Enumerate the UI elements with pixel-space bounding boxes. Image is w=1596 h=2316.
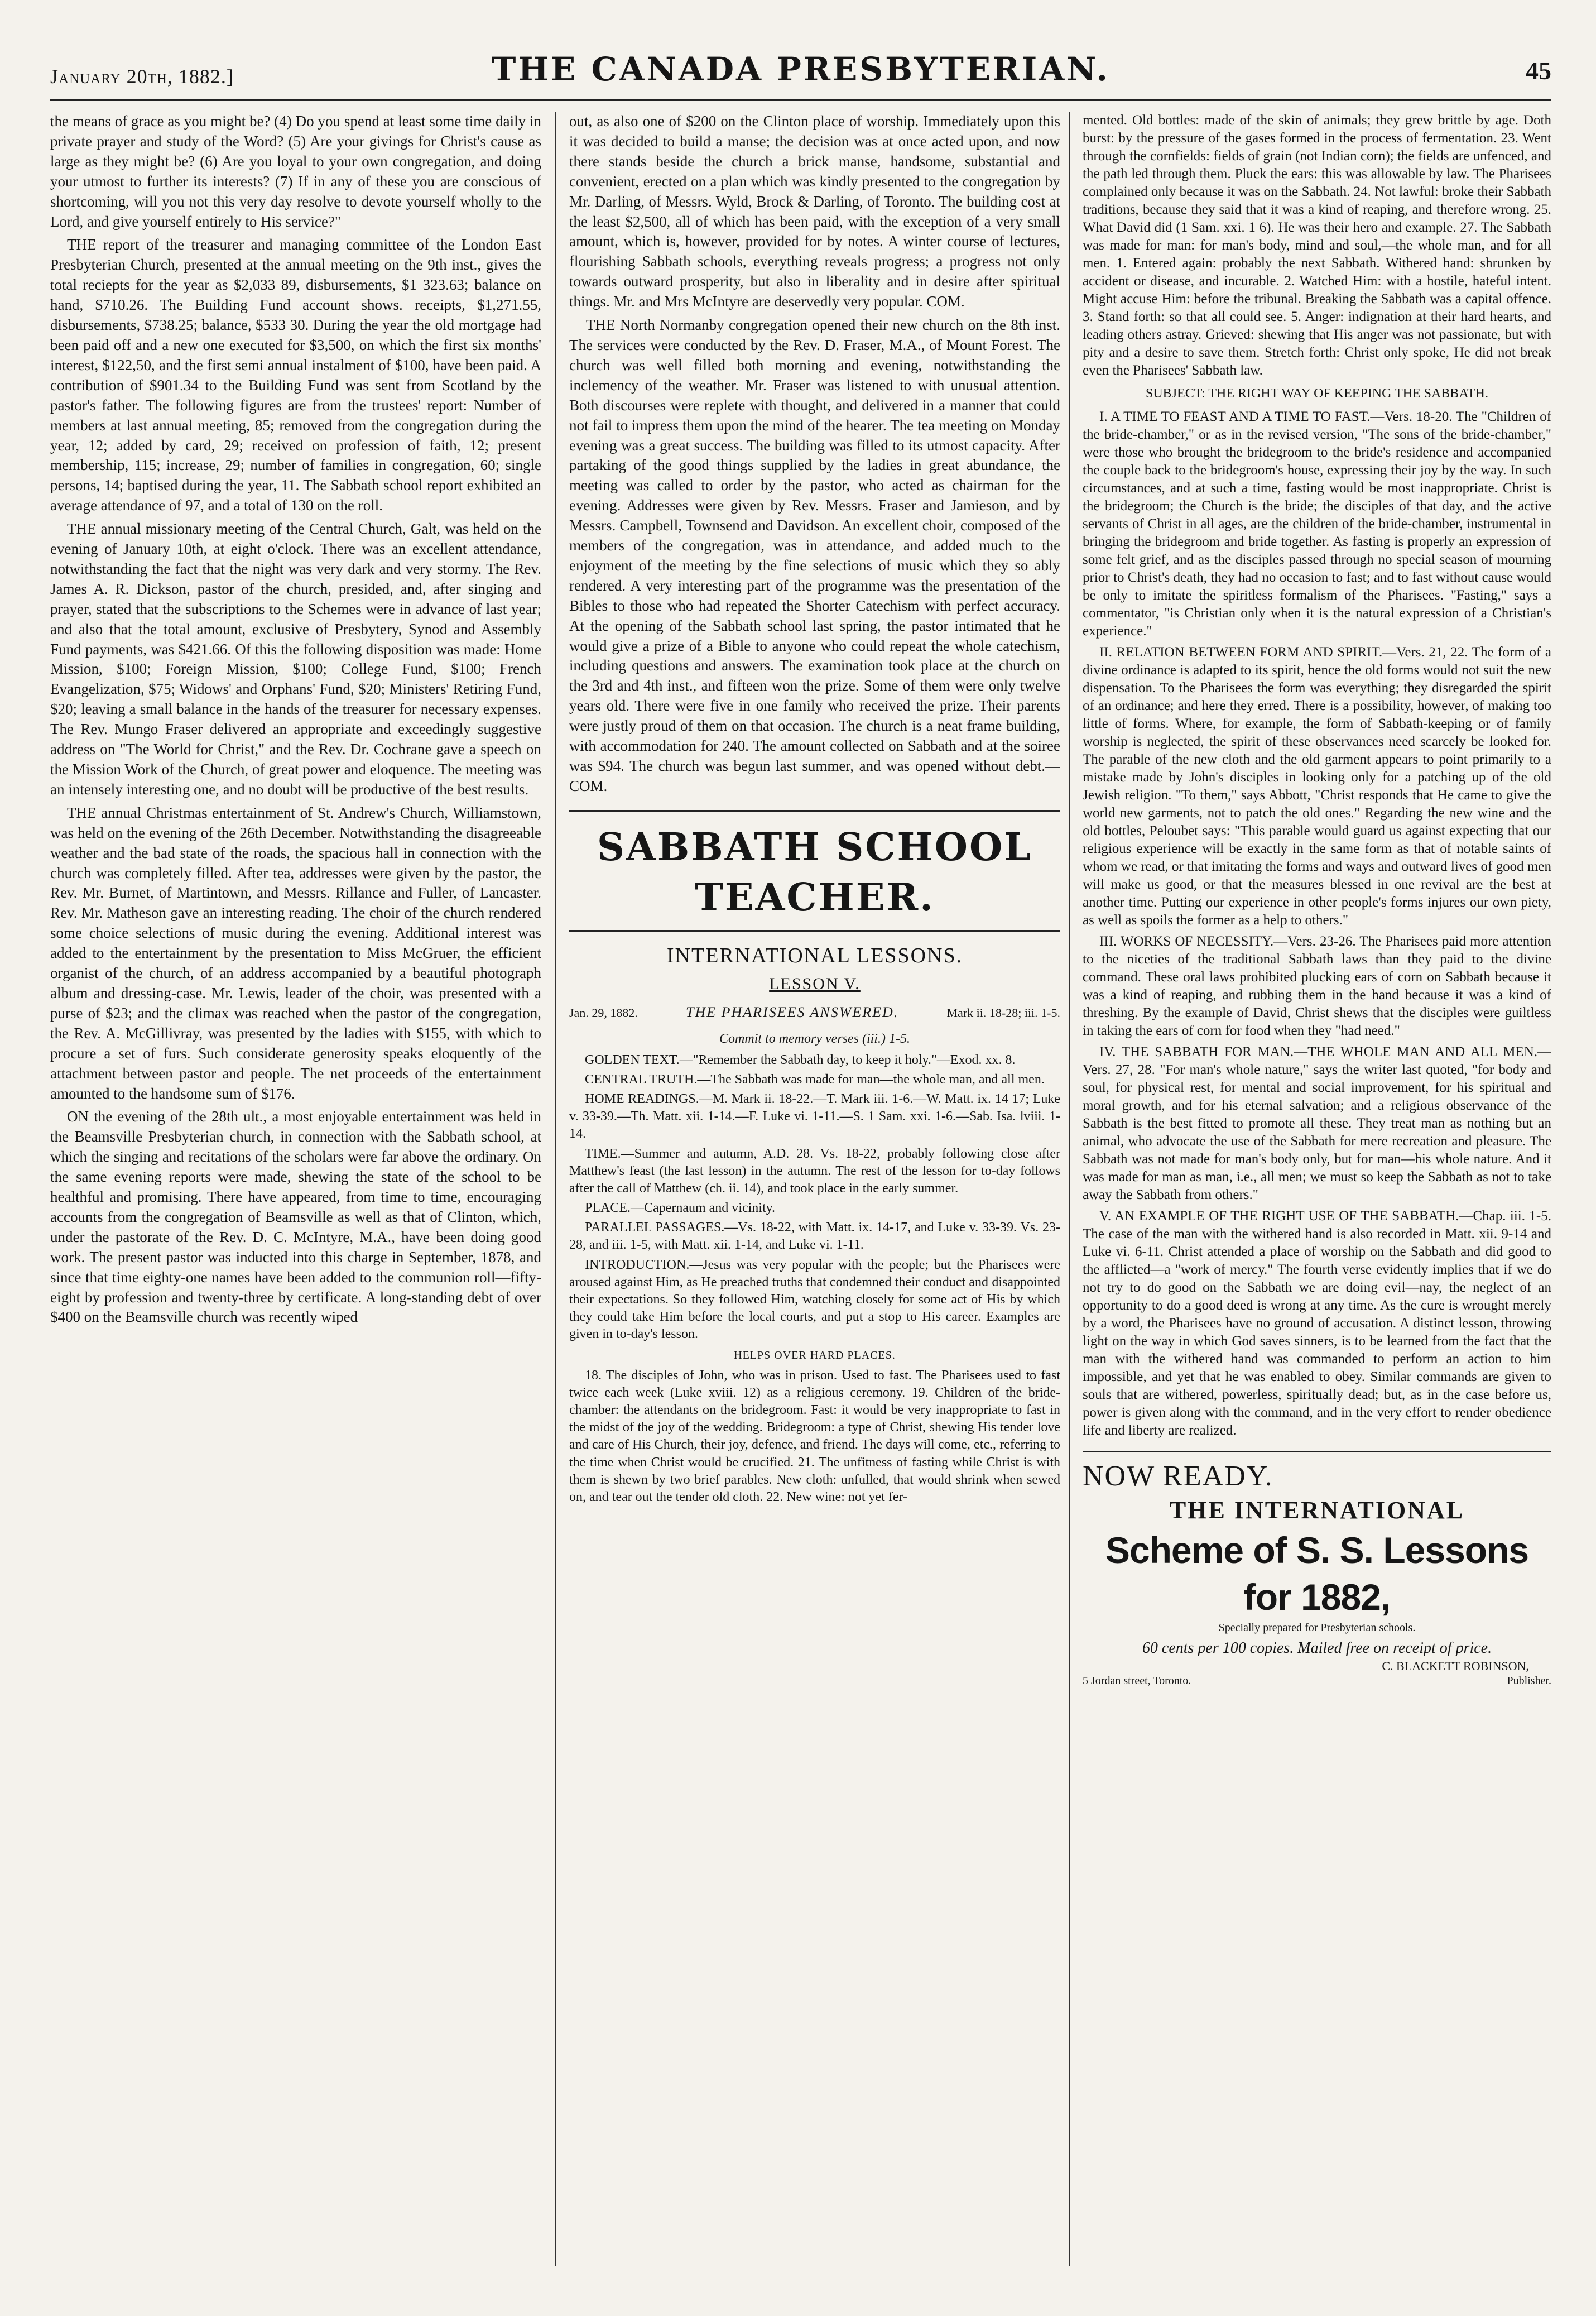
column-2 (569, 112, 1060, 2289)
article-paragraph: the means of grace as you might be? (4) Do you spend at least some time daily in private prayer and study of the Word? (5) Are your givings for Christ's cause as large as they might be? (6) Are you loyal to your own congregation, and doing your utmost to further its interests? (7) If in any of these you are conscious of shortcoming, will you not this very day resolve to devote yourself wholly to the Lord, and give yourself entirely to His service?" (50, 113, 541, 230)
ad-footer (1083, 1674, 1551, 1689)
home-readings: HOME READINGS.—M. Mark ii. 18-22.—T. Mark iii. 1-6.—W. Matt. ix. 14 17; Luke v. 33-39.—Th. Matt. xii. 1-14.—F. Luke vi. 1-11.—S. 1 Sam. xxi. 1-6.—Sab. Isa. lviii. 1-14. (569, 1091, 1060, 1142)
lesson-subject: SUBJECT: THE RIGHT WAY OF KEEPING THE SABBATH. (1146, 386, 1488, 401)
lessons-heading: INTERNATIONAL LESSONS. (666, 943, 963, 967)
point-2: II. RELATION BETWEEN FORM AND SPIRIT.—Vers. 21, 22. The form of a divine ordinance is adapted to its spirit, hence the old forms would not suit the new dispensation. To the Pharisees the form was everything; they disregarded the spirit of an ordinance; and here they erred. There is a possibility, however, of making too little of forms. Where, for example, the form of Sabbath-keeping or of family worship is neglected, the spirit of these observances need scarcely be looked for. The parable of the new cloth and the old garment appears to point primarily to a mistake made by John's disciples in looking only for a patching up of the old Jewish religion. "To them," says Abbott, "Christ responds that He came to give the world new garments, not to patch the old ones." Regarding the new wine and the old bottles, Peloubet says: "This parable would guard us against expecting that our religious experience will be exactly in the same form as that of notable saints of whom we read, or that imitating the forms and ways and outward lives of good men will make us good, or that the measures blessed in one revival are the best at another time. Putting our experience in other people's forms injures our own piety, as well as spoils the former as a help to others." (1083, 644, 1551, 928)
article-central-church-galt: THE annual missionary meeting of the Central Church, Galt, was held on the evening of January 10th, at eight o'clock. There was an excellent attendance, notwithstanding the fact that the night was very dark and very stormy. The Rev. James A. R. Dickson, pastor of the church, presided, and, after singing and prayer, stated that the subscriptions to the Schemes were in advance of last year; and also that the total amount, exclusive of Presbytery, Synod and Assembly Fund payments, was $421.66. Of this the following disposition was made: Home Mission, $100; Foreign Mission, $100; College Fund, $100; French Evangelization, $75; Widows' and Orphans' Fund, $20; Ministers' Retiring Fund, $20; leaving a small balance in the hands of the treasurer for necessary expenses. The Rev. Mungo Fraser delivered an appropriate and exceedingly suggestive address on "The World for Christ," and the Rev. Dr. Cochrane gave a speech on the Mission Work of the Church, of great power and eloquence. The meeting was an intensely interesting one, and no doubt will be productive of the best results. (50, 520, 541, 798)
page-number: 45 (1526, 56, 1551, 85)
ad-price: 60 cents per 100 copies. Mailed free on receipt of price. (1142, 1639, 1492, 1657)
lesson-scripture-ref: Mark ii. 18-28; iii. 1-5. (946, 1005, 1060, 1020)
column-divider (1069, 112, 1070, 2266)
ad-publisher-label: Publisher. (1507, 1675, 1551, 1687)
article-london-east: THE report of the treasurer and managing committee of the London East Presbyterian Church, presented at the annual meeting on the 9th inst., gives the total reciepts for the year as $2,033 89, disbursements, $1 323.63; balance on hand, $710.26. The Building Fund account shows. receipts, $1,271.55, disbursements, $738.25; balance, $533 30. During the year the old mortgage had been paid off and a new one executed for $3,500, on which the first six months' interest, $122,50, and the first semi annual instalment of $100, have been paid. A contribution of $901.34 to the Building Fund was sent from Scotland by the pastor's father. The following figures are from the trustees' report: Number of members at last annual meeting, 85; removed from the congregation during the year, 12; added by card, 29; received on profession of faith, 12; present membership, 115; increase, 29; number of families in congregation, 60; single persons, 14; baptised during the year, 11. The Sabbath school report exhibited an average attendance of 97, and a total of 130 on the roll. (50, 236, 541, 514)
header-rule (50, 99, 1551, 101)
helps-paragraph: 18. The disciples of John, who was in prison. Used to fast. The Pharisees used to fast twice each week (Luke xviii. 12) as a religious ceremony. 19. Children of the bride-chamber: the attendants on the bridegroom. Fast: it would be very inappropriate to fast in the midst of the joy of the wedding. Bridegroom: a type of Christ, shewing His tender love and care of His Church, their joy, defence, and friend. The days will come, etc., referring to the time when Christ would be crucified. 21. The unfitness of fasting while Christ is with them is shewn by two brief parables. New cloth: unfulled, that would shrink when sewed on, and tear out the tender old cloth. 22. New wine: not yet fer- (569, 1368, 1060, 1504)
ad-now-ready: NOW READY. (1083, 1460, 1273, 1492)
section-banner: SABBATH SCHOOL TEACHER. (569, 810, 1060, 932)
commit-to-memory: Commit to memory verses (iii.) 1-5. (719, 1031, 910, 1046)
article-north-normanby: THE North Normanby congregation opened their new church on the 8th inst. The services were conducted by the Rev. D. Fraser, M.A., of Mount Forest. The church was well filled both morning and evening, notwithstanding the inclemency of the weather. Mr. Fraser was listened to with unusual attention. Both discourses were replete with thought, and delivered in a manner that could not fail to impress them upon the mind of the hearer. The tea meeting on Monday evening was a great success. The building was filled to its utmost capacity. After partaking of the good things supplied by the ladies in great abundance, the meeting was called to order by the pastor, who acted as chairman for the evening. Addresses were given by Rev. Messrs. Fraser and Jamieson, and by Messrs. Campbell, Townsend and Davidson. An excellent choir, composed of the members of the congregation, was in attendance, and added much to the enjoyment of the meeting by the fine selections of music which they so ably rendered. A very interesting part of the programme was the presentation of the Bibles to those who had repeated the Shorter Catechism with perfect accuracy. At the opening of the Sabbath school last spring, the pastor intimated that he would give a prize of a Bible to anyone who could repeat the whole catechism, including questions and answers. The examination took place at the church on the 3rd and 4th inst., and fifteen won the prize. Some of them were only twelve years old. There were five in one family who received the prize. Their parents were justly proud of them on that occasion. The church is a neat frame building, with accommodation for 240. The amount collected on Sabbath and at the soiree was $94. The church was begun last summer, and was opened without debt.—COM. (569, 317, 1060, 794)
article-paragraph: out, as also one of $200 on the Clinton place of worship. Immediately upon this it was decided to build a manse; the decision was at once acted upon, and now there stands beside the church a brick manse, handsome, substantial and convenient, erected on a plan which was kindly presented to the congregation by Mr. Darling, of Messrs. Wyld, Brock & Darling, of Toronto. The building cost at the least $2,500, all of which has been paid, with the exception of a very small amount, which is, however, provided for by notes. A winter course of lectures, flourishing Sabbath schools, everything reveals progress; a progress not only towards outward prosperity, but also in liberality and in desire after spiritual things. Mr. and Mrs McIntyre are deservedly very popular. COM. (569, 113, 1060, 310)
masthead-title: THE CANADA PRESBYTERIAN. (492, 50, 1110, 88)
lesson-body (569, 1052, 1060, 1507)
golden-text: GOLDEN TEXT.—"Remember the Sabbath day, to keep it holy."—Exod. xx. 8. (585, 1052, 1016, 1067)
ad-publisher-name: C. BLACKETT ROBINSON, (1382, 1658, 1529, 1673)
point-4: IV. THE SABBATH FOR MAN.—THE WHOLE MAN AND ALL MEN.—Vers. 27, 28. "For man's whole nature," says the writer last quoted, "for body and soul, for physical rest, for mental and social improvement, for his spiritual and moral growth, and for his eternal salvation; and a religious observance of the Sabbath is the best fitted to promote all these. They treat man as nothing but an animal, who advocate the use of the Sabbath for mere recreation and pleasure. The Sabbath was not made for man's body only, but for man—his whole nature. And it was made for man as man, i.e., all men; we must so keep the Sabbath as not to take away the Sabbath from others." (1083, 1044, 1551, 1202)
introduction: INTRODUCTION.—Jesus was very popular with the people; but the Pharisees were aroused against Him, as He preached truths that condemned their conduct and disappointed their expectations. So they followed Him, watching closely for some act of His by which they could take Him before the local courts, and put a stop to His career. Examples are given in to-day's lesson. (569, 1257, 1060, 1342)
page-header (50, 50, 1551, 95)
ad-address: 5 Jordan street, Toronto. (1083, 1675, 1191, 1687)
advertisement (1083, 1451, 1551, 1689)
ad-subtitle: Specially prepared for Presbyterian schools. (1218, 1621, 1416, 1634)
helps-heading: HELPS OVER HARD PLACES. (734, 1349, 896, 1361)
article-williamstown: THE annual Christmas entertainment of St. Andrew's Church, Williamstown, was held on the evening of the 26th December. Notwithstanding the disagreeable weather and the bad state of the roads, the spacious hall in connection with the church was completely filled. After tea, addresses were given by the pastor, the Rev. Mr. Burnet, of Martintown, and Messrs. Rillance and Fuller, of Lancaster. Rev. Mr. Matheson gave an interesting reading. The choir of the church rendered some choice selections of music during the evening. Additional interest was added to the entertainment by the presentation to Miss McGruer, the efficient organist of the church, of an address accompanied by a beautiful photograph album and dressing-case. Mr. Lewis, leader of the choir, was presented with a purse of $23; and the climax was reached when the pastor of the congregation, the Rev. A. McGillivray, was presented by the ladies with $155, with which to procure a set of furs. Such considerate generosity speaks eloquently of the attachment between pastor and people. The net proceeds of the entertainment amounted to the handsome sum of $176. (50, 804, 541, 1102)
lesson-time: TIME.—Summer and autumn, A.D. 28. Vs. 18-22, probably following close after Matthew's feast (the last lesson) in the autumn. The rest of the lesson for to-day follows after the call of Matthew (ch. ii. 14), and took place in the early summer. (569, 1146, 1060, 1196)
lesson-title-row (569, 1003, 1060, 1023)
article-beamsville: ON the evening of the 28th ult., a most enjoyable entertainment was held in the Beamsville Presbyterian church, in connection with the Sabbath school, at which the singing and recitations of the scholars were far above the ordinary. On the same evening reports were made, shewing the state of the school to be healthful and promising. There have appeared, from time to time, encouraging accounts from the congregation of Beamsville as well as that of Clinton, which, under the pastorate of the Rev. D. C. McIntyre, M.A., have been doing good work. The present pastor was inducted into this charge in September, 1878, and since that time eighty-one names have been added to the communion roll—fifty-eight by profession and twenty-three by certificate. A long-standing debt of over $400 on the Beamsville church was recently wiped (50, 1108, 541, 1326)
column-3 (1083, 112, 1551, 2289)
column-1 (50, 112, 541, 2289)
parallel-passages: PARALLEL PASSAGES.—Vs. 18-22, with Matt. ix. 14-17, and Luke v. 33-39. Vs. 23-28, and iii. 1-5, with Matt. xii. 1-14, and Luke vi. 1-11. (569, 1220, 1060, 1253)
point-5: V. AN EXAMPLE OF THE RIGHT USE OF THE SABBATH.—Chap. iii. 1-5. The case of the man with the withered hand is also recorded in Matt. xii. 9-14 and Luke vi. 6-11. Christ attended a place of worship on the Sabbath and did good to the afflicted—a "work of mercy." The fourth verse evidently implies that if we do not try to do good on the Sabbath we are doing evil—nay, the neglect of an opportunity to do a good deed is wrong at any time. As the cure is wrought merely by a word, the Pharisees have no ground of accusation. A distinct lesson, throwing light on the way in which God saves sinners, is to be learned from the fact that the man with the withered hand was commanded to perform an action to him impossible, and yet that he was enabled to obey. Similar commands are given to souls that are withered, powerless, spiritually dead; but, as in the case before us, power is given along with the command, and in the very effort to render obedience life and liberty are realized. (1083, 1208, 1551, 1438)
point-1: I. A TIME TO FEAST AND A TIME TO FAST.—Vers. 18-20. The "Children of the bride-chamber," or as in the revised version, "The sons of the bride-chamber," were those who brought the bridegroom to the bride's residence and accompanied the couple back to the bridegroom's house, expressing their joy by the way. In such circumstances, and at such a time, fasting would be most inappropriate. Christ is the bridegroom; the Church is the bride; the disciples of that day, and the active servants of Christ in all ages, are the children of the bride-chamber, instrumental in bringing the bridegroom and bride together. As fasting is properly an expression of some felt grief, and as the disciples passed through no special season of mourning prior to Christ's death, they had no occasion to fast; and to fast without cause would be only to imitate the spiritless formalism of the Pharisees. "Fasting," says a commentator, "is Christian only when it is the natural expression of a Christian's experience." (1083, 409, 1551, 639)
ad-scheme: Scheme of S. S. Lessons for 1882, (1105, 1529, 1529, 1618)
lesson-date: Jan. 29, 1882. (569, 1005, 638, 1020)
point-3: III. WORKS OF NECESSITY.—Vers. 23-26. The Pharisees paid more attention to the niceties of the traditional Sabbath laws than they paid to the divine command. These oral laws prohibited plucking ears of corn on Sabbath because it was a kind of reaping, and rubbing them in the hand because it was a kind of threshing. By the example of David, Christ shews that the disciples were guiltless in taking the ears of corn for food when they "had need." (1083, 933, 1551, 1038)
column-divider (555, 112, 556, 2266)
helps-continued: mented. Old bottles: made of the skin of animals; they grew brittle by age. Doth burst: by the pressure of the gases formed in the process of fermentation. 23. Went through the cornfields: fields of grain (not Indian corn); the fields are unfenced, and the path led through them. Pluck the ears: this was allowable by law. The Pharisees complained only because it was on the Sabbath. 24. Not lawful: broke their Sabbath traditions, because they said that it was a kind of reaping, and therefore wrong. 25. What David did (1 Sam. xxi. 1 6). He was their hero and example. 27. The Sabbath was made for man: for man's body, mind and soul,—the whole man, and for all men. 1. Entered again: probably the next Sabbath. Withered hand: shrunken by accident or disease, and incurable. 2. Watched Him: with a hostile, hateful intent. Might accuse Him: before the tribunal. Breaking the Sabbath was a capital offence. 3. Stand forth: so that all could see. 5. Anger: indignation at their hard hearts, and leading others astray. Grieved: shewing that His anger was not passionate, but with pity and a desire to save them. Stretch forth: Christ only spoke, He did not break even the Pharisees' Sabbath law. (1083, 113, 1551, 378)
central-truth: CENTRAL TRUTH.—The Sabbath was made for man—the whole man, and all men. (585, 1072, 1045, 1087)
lesson-title: THE PHARISEES ANSWERED. (686, 1004, 899, 1021)
header-date: January 20th, 1882.] (50, 65, 234, 88)
ad-title: THE INTERNATIONAL (1169, 1497, 1465, 1524)
lesson-number: LESSON V. (769, 975, 861, 994)
lesson-place: PLACE.—Capernaum and vicinity. (585, 1201, 776, 1216)
